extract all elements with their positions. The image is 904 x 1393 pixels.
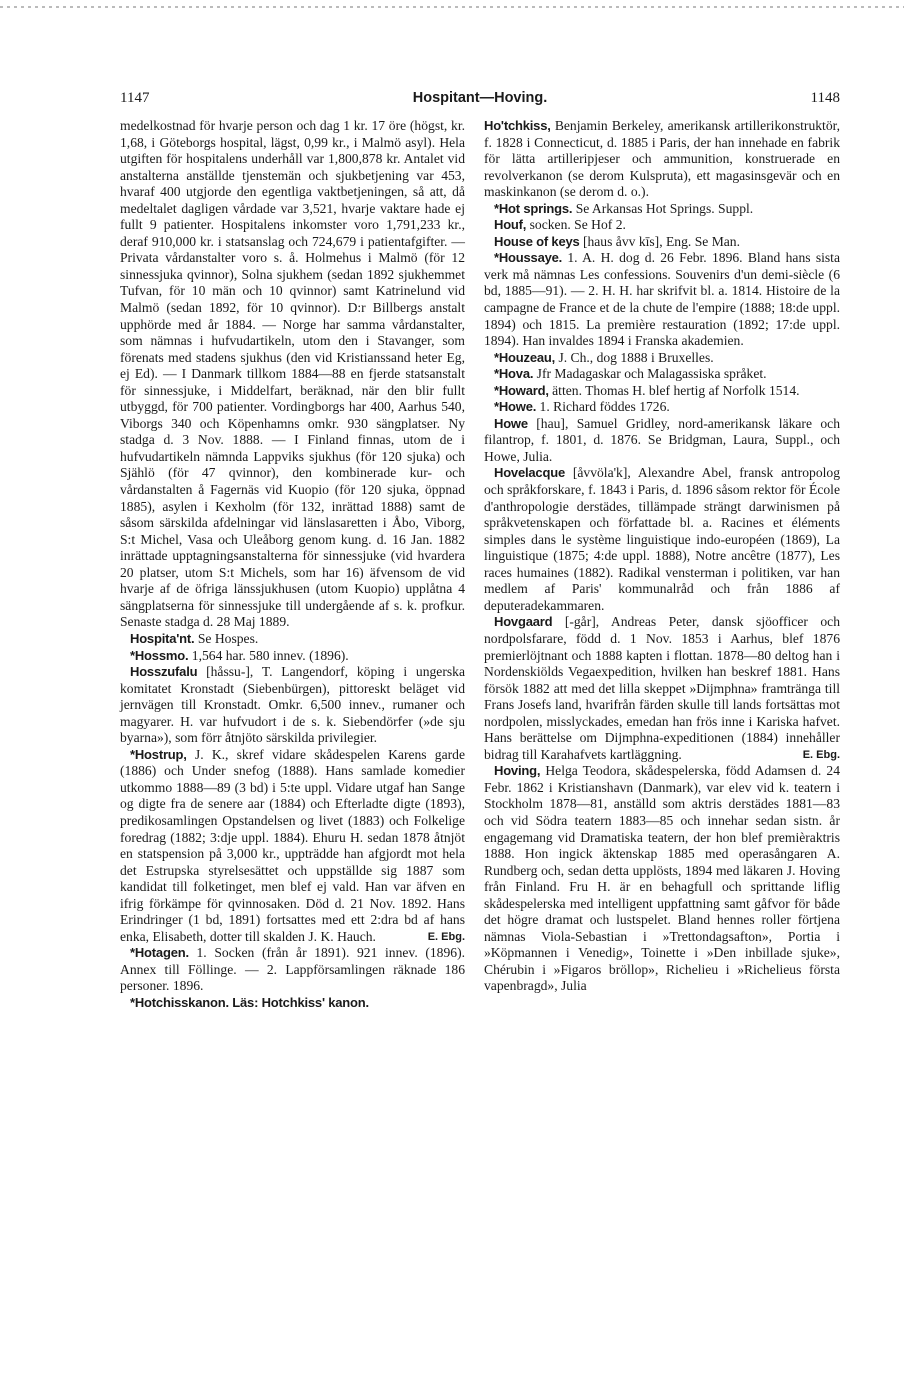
- entry-howe-2: Howe [hau], Samuel Gridley, nord-amerikansk läkare och filantrop, f. 1801, d. 1876. Se Bridgman, Laura, Suppl., och Howe, Julia.: [484, 415, 840, 464]
- entry-hovelacque: Hovelacque [åvvöla'k], Alexandre Abel, fransk antropolog och språkforskare, f. 1843 i Paris, d. 1896 såsom rektor för École d'anthropologie derstädes, tillämpade strängt darwinismen på språkvetenskapen och författade bl. a. Racines et éléments simples dans le système linguistique indo-européen (1869), La linguistique (1875; 4:de uppl. 1888), Notre ancêtre (1877), Les races humaines (1882). Radikal vensterman i politiken, var han medlem af Paris' kommunalråd och från 1886 af deputeradekammaren.: [484, 465, 840, 613]
- entry-headword: Ho'tchkiss,: [484, 118, 551, 133]
- page-number-left: 1147: [120, 90, 150, 106]
- entry-headword: *Hot springs.: [494, 200, 573, 216]
- entry-headword: Hovgaard: [494, 614, 553, 630]
- entry-hot-springs: *Hot springs. Se Arkansas Hot Springs. Suppl.: [494, 200, 754, 216]
- top-rule: [0, 6, 904, 8]
- entry-headword: *Hova.: [494, 366, 534, 382]
- entry-headword: Hoving,: [494, 763, 541, 779]
- left-column: [120, 118, 465, 1012]
- entry-headword: Houf,: [494, 217, 527, 233]
- entry-houssaye: *Houssaye. 1. A. H. dog d. 26 Febr. 1896. Bland hans sista verk må nämnas Les confessions. Souvenirs d'un demi-siècle (6 bd, 1885—91). — 2. H. H. har skrifvit bl. a. 1814. Histoire de la campagne de France et de la chute de l'empire (1888; 18:de uppl. 1894) och 1815. La première restauration (1892; 17:de uppl. 1894). Han invaldes 1894 i Franska akademien.: [484, 250, 840, 349]
- entry-headword: *Hossmo.: [130, 647, 189, 663]
- page-header: [120, 90, 840, 112]
- entry-headword: Hosszufalu: [130, 664, 198, 680]
- entry-headword: *Houzeau,: [494, 349, 556, 365]
- right-column: [484, 118, 840, 995]
- entry-headword: *Howe.: [494, 399, 537, 415]
- author-signature: E. Ebg.: [427, 930, 465, 943]
- entry-houzeau: *Houzeau, J. Ch., dog 1888 i Bruxelles.: [494, 349, 714, 365]
- entry-headword: *Hotagen.: [130, 945, 189, 961]
- entry-headword: Hovelacque: [494, 465, 565, 481]
- entry-hossmo: *Hossmo. 1,564 har. 580 innev. (1896).: [130, 647, 349, 663]
- entry-headword: *Hotchisskanon.: [130, 994, 229, 1010]
- entry-hova: *Hova. Jfr Madagaskar och Malagassiska språket.: [494, 366, 767, 382]
- entry-hoving: Hoving, Helga Teodora, skådespelerska, född Adamsen d. 24 Febr. 1862 i Kristianshavn (Danmark), var elev vid k. teatern i Stockholm 1878—81, anställd som aktris derstädes 1881—83 och vid Södra teatern 1883—85 och innehar sedan sistn. år engagemang vid Dramatiska teatern, der hon blef premièraktris 1888. Hon ingick äktenskap 1885 med operasångaren A. Rundberg och, sedan detta upplösts, 1894 med läkaren J. Hoving från Finland. Fru H. är en behagfull och sprittande liflig skådespelerska med intelligent uppfattning samt gåfvor för både det högre dramat och lustspelet. Bland hennes roller förtjena nämnas Viola-Sebastian i »Trettondagsafton», Portia i »Köpmannen i Venedig», Toinette i »Den inbillade sjuke», Chérubin i »Figaros bröllop», Richelieu i »Richelieus första vapenbragd», Julia: [484, 763, 840, 994]
- entry-hostrup: *Hostrup, J. K., skref vidare skådespelen Karens garde (1886) och Under snefog (1888). Hans samlade komedier utkommo 1888—89 (3 bd) i 5:te uppl. Vidare utgaf han Sange og digte fra de senere aar (1884) och Efterladte digte (1893), predikosamlingen Opstandelsen og livet (1883) och Folkelige foredrag (1882; 3:dje uppl. 1884). Ehuru H. sedan 1878 åtnjöt en statspension på 3,000 kr., uppträdde han afgjordt mot hela det Estrupska styrelsesättet och uppställde sig 1887 som kandidat till folketinget, men blef ej vald. Han var äfven en ifrig förkämpe för qvinnosaken. Död d. 21 Nov. 1892. Hans Erindringer (1 bd, 1891) fortsattes med ett 2:dra bd af hans enka, Elisabeth, dotter till skalden J. K. Hauch. E. Ebg.: [120, 746, 465, 944]
- entry-headword: *Houssaye.: [494, 250, 563, 266]
- entry-headword: House of keys: [494, 233, 580, 249]
- author-signature: E. Ebg.: [802, 748, 840, 761]
- entry-headword: Hospita'nt.: [130, 630, 195, 646]
- entry-hotchkiss: Ho'tchkiss, Benjamin Berkeley, amerikansk artillerikonstruktör, f. 1828 i Connecticut, d. 1885 i Paris, der han innehade en fabrik för lätta artilleripjeser och ammunition, konstruerade en revolverkanon (se derom Kulspruta), ett magasinsgevär och en maskinkanon (se derom d. o.).: [484, 118, 840, 200]
- entry-hotagen: *Hotagen. 1. Socken (från år 1891). 921 innev. (1896). Annex till Föllinge. — 2. Lappförsamlingen räknade 186 personer. 1896.: [120, 945, 465, 994]
- entry-howard: *Howard, ätten. Thomas H. blef hertig af Norfolk 1514.: [494, 382, 800, 398]
- entry-howe-1: *Howe. 1. Richard föddes 1726.: [494, 399, 670, 415]
- entry-houf: Houf, socken. Se Hof 2.: [494, 217, 626, 233]
- entry-continuation: medelkostnad för hvarje person och dag 1 kr. 17 öre (högst, kr. 1,68, i Göteborgs hospital, lägst, 0,99 kr., i Malmö asyl). Hela utgiften för hospitalens underhåll var 1,800,878 kr. Antalet vid anstalterna anställde tjenstemän och sjukbetjening var 453, hvaraf 400 utgjorde den egentliga vaktbetjeningen, så att, då medeltalet dagligen vårdade var 3,521, hvarje vaktare hade ej fullt 9 patienter. Hospitalens inkomster voro 1,791,233 kr., deraf 910,000 kr. i statsanslag och 724,679 i patientafgifter. — Privata vårdanstalter voro s. å. Holmehus i Malmö (för 12 sinnessjuka qvinnor), Solna sjukhem (sedan 1892 sjukhemmet Tufvan, för 10 män och 10 qvinnor) samt Katrinelund vid Malmö (sedan 1892, för 10 qvinnor). D:r Billbergs anstalt upphörde med år 1884. — Norge har samma vårdanstalter, som nämnas i hufvudartikeln, utom den i Stavanger, som förenats med stadens sjukhus (den vid Kristianssand heter Eg, ej Ed). — I Danmark tillkom 1884—88 en fjerde statsanstalt för sinnessjuke, i Middelfart, beräknad, när den blir fullt utbyggd, för 700 patienter. Vordingborgs har 400, Aarhus 540, Viborgs 340 och Köpenhamns omkr. 930 sängplatser. Ny stadga d. 3 Nov. 1888. — I Finland finnas, utom de i hufvudartikeln nämnda Lappviks sjukhus (för 120 sjuka) och Sjählö (för 47 qvinnor), den kombinerade kur- och vårdanstalten å Fagernäs vid Kuopio (för 120 sjuka, öppnad 1885), asylen i Kexholm (för 132, inrättad 1888) samt de såsom särskilda afdelningar vid länslasaretten i Åbo, Viborg, S:t Michel, Vasa och Uleåborg genom kung. d. 16 Jan. 1882 inrättade upptagningsanstalterna för sinnessjuke (vid hvardera 20 platser, utom S:t Michels, som har 16) äfvensom de vid hvarje af de öfriga länssjukhusen (utom Kuopio) upplåtna 4 sängplatserna för sinnessjuke till undergående af s. k. profkur. Senaste stadga d. 28 Maj 1889.: [120, 118, 465, 630]
- running-title: Hospitant—Hoving.: [412, 90, 548, 106]
- entry-headword: *Howard,: [494, 382, 549, 398]
- entry-headword: Howe: [494, 415, 528, 431]
- entry-headword: *Hostrup,: [130, 746, 187, 762]
- entry-hospitant: Hospita'nt. Se Hospes.: [130, 630, 259, 646]
- entry-hosszufalu: Hosszufalu [håssu-], T. Langendorf, köping i ungerska komitatet Kronstadt (Siebenbürgen), pittoreskt beläget vid jernvägen till Kronstadt. Omkr. 6,500 innev., rumaner och magyarer. H. var hufvudort i de s. k. Siebendörfer (»de sju byarna»), som förr åtnjöto särskilda privilegier.: [120, 664, 465, 746]
- entry-hovgaard: Hovgaard [-går], Andreas Peter, dansk sjöofficer och nordpolsfarare, född d. 1 Nov. 1853 i Aarhus, blef 1876 premierlöjtnant och 1888 kapten i flottan. 1878—80 deltog han i Nordenskiölds Vegaexpedition, hvilken han beskref 1881. Hans försök 1882 att med det lilla skeppet »Dijmphna» framtränga till Frans Josefs land, hvarifrån färden skulle till lands fortsättas mot nordpolen, misslyckades, emedan han frös inne i Kariska hafvet. Hans berättelse om Dijmphna-expeditionen (1884) innehåller bidrag till Karahafvets kartläggning. E. Ebg.: [484, 614, 840, 762]
- entry-house-of-keys: House of keys [haus åvv kīs], Eng. Se Man.: [494, 233, 741, 249]
- page-number-right: 1148: [810, 90, 840, 106]
- entry-hotchisskanon: *Hotchisskanon. Läs: Hotchkiss' kanon.: [130, 994, 369, 1010]
